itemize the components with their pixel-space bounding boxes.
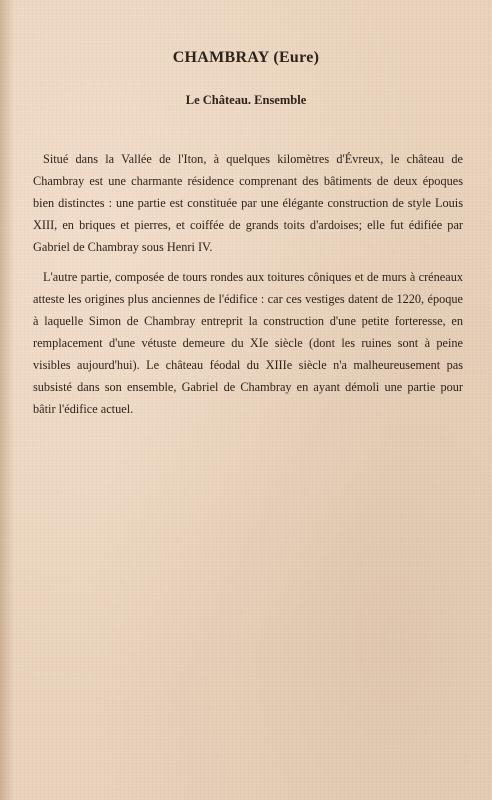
paragraph-2: L'autre partie, composée de tours rondes aux toitures côniques et de murs à créneaux atteste les origines plus anciennes de l'édifice : car ces vestiges datent de 1220, époque à laquelle Simon de Chambray entreprit la construction d'une petite forteresse, en remplacement d'une vétuste demeure du XIe siècle (dont les ruines sont à peine visibles aujourd'hui). Le château féodal du XIIIe siècle n'a malheureusement pas subsisté dans son ensemble, Gabriel de Chambray en ayant démoli une partie pour bâtir l'édifice actuel. bbox=[33, 270, 463, 416]
page-edge-shadow bbox=[0, 0, 14, 800]
document-body bbox=[33, 148, 463, 428]
document-title: CHAMBRAY (Eure) bbox=[172, 49, 320, 66]
document-subtitle: Le Château. Ensemble bbox=[185, 93, 307, 107]
paragraph-1: Situé dans la Vallée de l'Iton, à quelques kilomètres d'Évreux, le château de Chambray est une charmante résidence comprenant des bâtiments de deux époques bien distinctes : une partie est constituée par une élégante construction de style Louis XIII, en briques et pierres, et coiffée de grands toits d'ardoises; elle fut édifiée par Gabriel de Chambray sous Henri IV. bbox=[33, 152, 463, 254]
